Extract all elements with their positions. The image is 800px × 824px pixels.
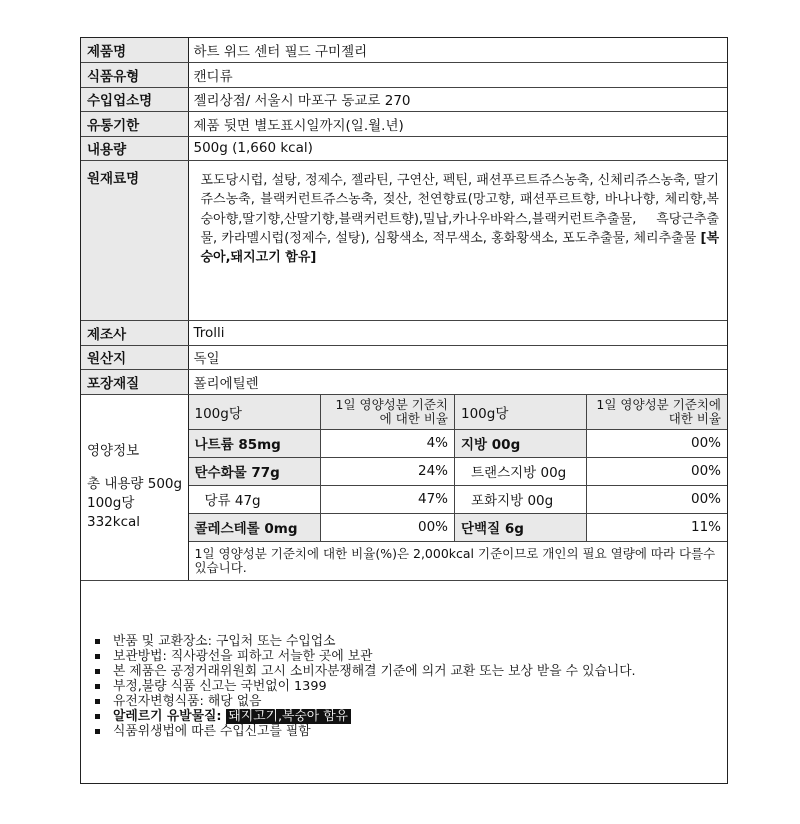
- nutrient-name: 나트륨 85mg: [189, 429, 321, 457]
- nutrition-header: [189, 395, 728, 430]
- label-origin: 원산지: [81, 345, 188, 370]
- row-manufacturer: [81, 321, 727, 346]
- notice-item: 보관방법: 직사광선을 피하고 서늘한 곳에 보관: [89, 649, 719, 664]
- nutrient-name: 콜레스테롤 0mg: [189, 513, 321, 541]
- value-packaging: 폴리에틸렌: [188, 370, 727, 395]
- label-importer: 수입업소명: [81, 87, 188, 112]
- nutrient-name: 포화지방 00g: [455, 485, 587, 513]
- nutrient-pct: 11%: [587, 513, 728, 541]
- header-ratio-right: 1일 영양성분 기준치에 대한 비율: [587, 395, 728, 430]
- product-info-table: [81, 38, 727, 581]
- value-food-type: 캔디류: [188, 63, 727, 88]
- value-net-content: 500g (1,660 kcal): [188, 136, 727, 161]
- nutrient-pct: 00%: [587, 485, 728, 513]
- nutrition-row: [189, 457, 728, 485]
- nutrient-name: 당류 47g: [189, 485, 321, 513]
- nutrition-row: [189, 429, 728, 457]
- notice-item: 본 제품은 공정거래위원회 고시 소비자분쟁해결 기준에 의거 교환 또는 보상 받을 수 있습니다.: [89, 664, 719, 679]
- nutrition-row: [189, 485, 728, 513]
- row-expiry: [81, 112, 727, 137]
- row-importer: [81, 87, 727, 112]
- header-per-right: 100g당: [455, 395, 587, 430]
- nutrition-row: [189, 513, 728, 541]
- nutrient-pct: 4%: [321, 429, 455, 457]
- row-product-name: [81, 38, 727, 63]
- header-ratio-left: 1일 영양성분 기준치에 대한 비율: [321, 395, 455, 430]
- value-product-name: 하트 위드 센터 필드 구미젤리: [188, 38, 727, 63]
- row-net-content: [81, 136, 727, 161]
- nutrient-pct: 00%: [321, 513, 455, 541]
- nutrient-name: 지방 00g: [455, 429, 587, 457]
- label-manufacturer: 제조사: [81, 321, 188, 346]
- header-per-left: 100g당: [189, 395, 321, 430]
- value-importer: 젤리상점/ 서울시 마포구 동교로 270: [188, 87, 727, 112]
- ingredients-text: 포도당시럽, 설탕, 정제수, 젤라틴, 구연산, 펙틴, 패션푸르트쥬스농축, 신체리쥬스농축, 딸기쥬스농축, 블랙커런트쥬스농축, 젖산, 천연향료(망고향, 패션푸르트향, 바나나향, 체리향,복숭아향,딸기향,산딸기향,블랙커런트향),밀납,카나우바왁스,블랙커런트추출물, 흑당근추출물, 카라멜시럽(정제수, 설탕), 심황색소, 적무색소, 홍화황색소, 포도추출물, 체리추출물: [200, 173, 719, 246]
- label-net-content: 내용량: [81, 136, 188, 161]
- row-food-type: [81, 63, 727, 88]
- nutrient-pct: 00%: [587, 429, 728, 457]
- label-expiry: 유통기한: [81, 112, 188, 137]
- value-manufacturer: Trolli: [188, 321, 727, 346]
- row-packaging: [81, 370, 727, 395]
- allergy-value: 돼지고기,복숭아 함유: [226, 709, 351, 724]
- notice-list: [89, 634, 719, 739]
- row-nutrition: [81, 394, 727, 580]
- notice-item-allergy: [89, 709, 719, 724]
- nutrition-table: [189, 395, 728, 580]
- notice-item: 부정,불량 식품 신고는 국번없이 1399: [89, 679, 719, 694]
- notice-item: 유전자변형식품: 해당 없음: [89, 694, 719, 709]
- allergy-label: 알레르기 유발물질:: [113, 709, 222, 724]
- value-ingredients: [188, 161, 727, 321]
- value-expiry: 제품 뒷면 별도표시일까지(일.월.년): [188, 112, 727, 137]
- label-packaging: 포장재질: [81, 370, 188, 395]
- row-origin: [81, 345, 727, 370]
- ingredients-allergen: [복숭아,돼지고기 함유]: [200, 230, 719, 266]
- nutrient-pct: 24%: [321, 457, 455, 485]
- nutrition-table-cell: [188, 394, 727, 580]
- nutrition-total: 총 내용량 500g: [87, 476, 183, 492]
- label-product-name: 제품명: [81, 38, 188, 63]
- value-origin: 독일: [188, 345, 727, 370]
- label-ingredients: 원재료명: [81, 161, 188, 321]
- row-ingredients: [81, 161, 727, 321]
- nutrient-pct: 00%: [587, 457, 728, 485]
- notice-item: 식품위생법에 따른 수입신고를 필함: [89, 724, 719, 739]
- nutrient-name: 단백질 6g: [455, 513, 587, 541]
- product-info-sheet: [80, 37, 728, 784]
- label-food-type: 식품유형: [81, 63, 188, 88]
- nutrition-summary: [81, 394, 188, 580]
- nutrition-kcal: 332kcal: [87, 514, 141, 530]
- nutrient-name: 탄수화물 77g: [189, 457, 321, 485]
- nutrient-name: 트랜스지방 00g: [455, 457, 587, 485]
- nutrient-pct: 47%: [321, 485, 455, 513]
- nutrition-note: 1일 영양성분 기준치에 대한 비율(%)은 2,000kcal 기준이므로 개인의 필요 열량에 따라 다를수 있습니다.: [189, 541, 728, 580]
- notice-item: 반품 및 교환장소: 구입처 또는 수입업소: [89, 634, 719, 649]
- nutrition-per: 100g당: [87, 495, 135, 511]
- nutrition-note-row: [189, 541, 728, 580]
- nutrition-label: 영양정보: [87, 443, 140, 459]
